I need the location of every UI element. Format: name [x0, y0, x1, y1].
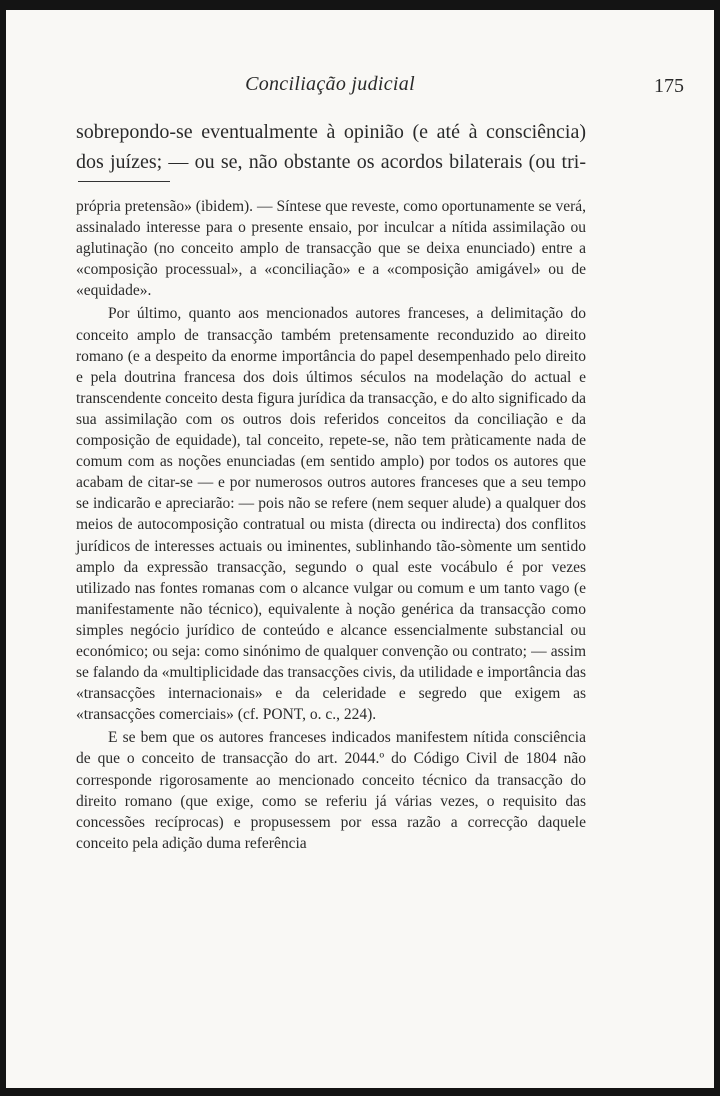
footnote	[76, 196, 586, 854]
page-number: 175	[654, 75, 684, 97]
footnote-separator	[78, 181, 170, 182]
page-header	[76, 73, 684, 103]
footnote-paragraph: Por último, quanto aos mencionados autores franceses, a delimitação do conceito amplo de transacção também pretensamente reconduzido ao direito romano (e a despeito da enorme importância do papel desempenhado pelo direito e pela doutrina francesa dos dois últimos séculos na modelação do actual e transcendente conceito desta figura jurídica da transacção, e do alto significado da sua assimilação com os outros dois referidos conceitos da conciliação e da composição de equidade), tal conceito, repete-se, não tem pràticamente nada de comum com as noções enunciadas (em sentido amplo) por todos os autores que acabam de citar-se — e por numerosos outros autores franceses que a seu tempo se indicarão e apreciarão: — pois não se refere (nem sequer alude) a qualquer dos meios de autocomposição contratual ou mista (directa ou indirecta) dos conflitos jurídicos de interesses actuais ou iminentes, sublinhando tão-sòmente um sentido amplo da expressão transacção, segundo o qual este vocábulo é por vezes utilizado nas fontes romanas com o alcance vulgar ou comum e um tanto vago (e manifestamente não técnico), equivalente à noção genérica da transacção como simples negócio jurídico de conteúdo e alcance essencialmente substancial ou económico; ou seja: como sinónimo de qualquer convenção ou contrato; — assim se falando da «multiplicidade das transacções civis, da utilidade e importância das «transacções internacionais» e da celeridade e segredo que exigem as «transacções comerciais» (cf. PONT, o. c., 224).	[76, 305, 586, 724]
book-page	[6, 10, 714, 1088]
footnote-paragraph: própria pretensão» (ibidem). — Síntese que reveste, como oportunamente se verá, assinalado interesse para o presente ensaio, por inculcar a nítida assimilação ou aglutinação (no conceito amplo de transacção que se deixa enunciado) entre a «composição processual», a «conciliação» e a «composição amigável» ou de «equidade».	[76, 198, 586, 300]
footnote-paragraph: E se bem que os autores franceses indicados manifestem nítida consciência de que o conceito de transacção do art. 2044.º do Código Civil de 1804 não corresponde rigorosamente ao mencionado conceito técnico da transacção do direito romano (que exige, como se referiu já várias vezes, o requisito das concessões recíprocas) e propusessem por essa razão a correcção daquele conceito pela adição duma referência	[76, 729, 586, 852]
main-text: sobrepondo-se eventualmente à opinião (e até à consciência) dos juízes; — ou se, não obstante os acordos bilaterais (ou tri-	[76, 121, 586, 173]
running-head: Conciliação judicial	[245, 73, 415, 95]
